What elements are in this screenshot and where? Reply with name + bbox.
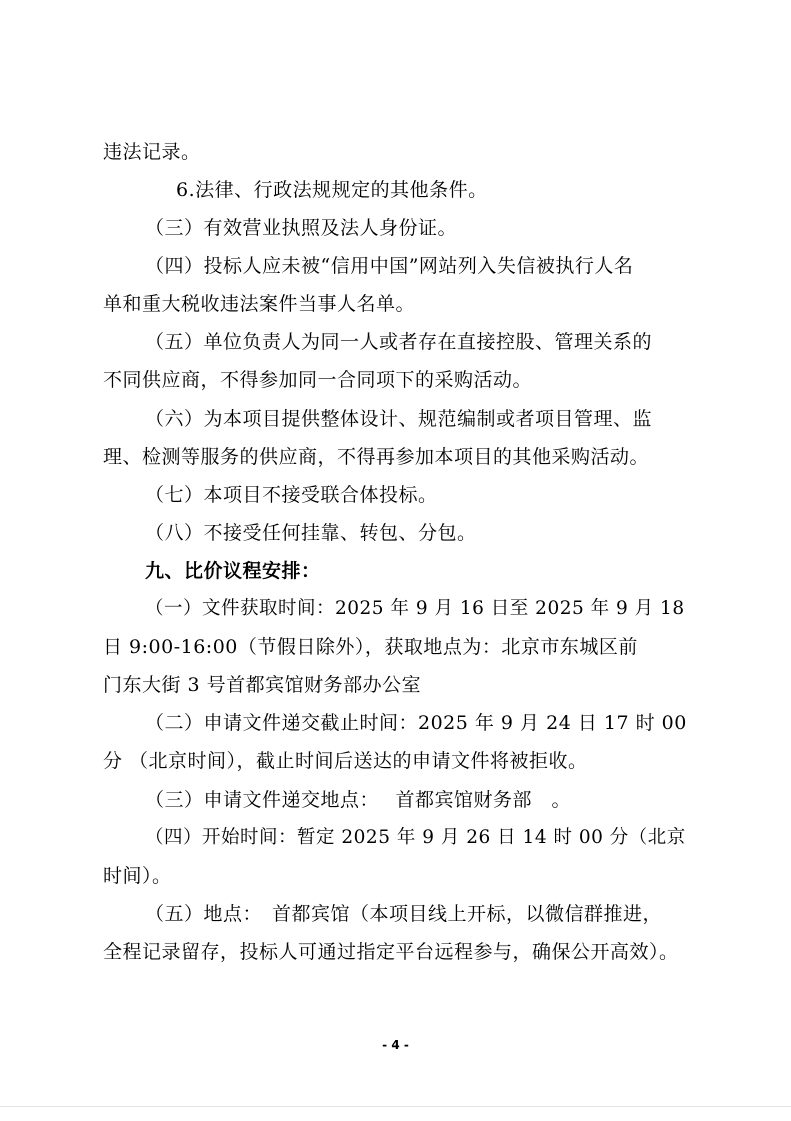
text-line-1: 违法记录。 xyxy=(103,141,201,163)
text-line-13: （一）文件获取时间：2025 年 9 月 16 日至 2025 年 9 月 18 xyxy=(145,598,685,619)
section-heading: 九、比价议程安排： xyxy=(145,560,321,582)
text-line-10: （七）本项目不接受联合体投标。 xyxy=(145,484,438,506)
text-line-16: （二）申请文件递交截止时间：2025 年 9 月 24 日 17 时 00 xyxy=(145,712,687,734)
text-line-14: 日 9:00-16:00（节假日除外），获取地点为：北京市东城区前 xyxy=(103,636,638,658)
text-line-17: 分 （北京时间），截止时间后送达的申请文件将被拒收。 xyxy=(103,750,588,772)
text-line-11: （八）不接受任何挂靠、转包、分包。 xyxy=(145,522,477,544)
page-bottom-divider xyxy=(0,1106,791,1107)
text-line-2: 6.法律、行政法规规定的其他条件。 xyxy=(176,179,488,201)
text-line-5: 单和重大税收违法案件当事人名单。 xyxy=(103,293,416,315)
page-number: - 4 - xyxy=(382,1038,409,1052)
text-line-22: 全程记录留存，投标人可通过指定平台远程参与，确保公开高效）。 xyxy=(103,941,679,963)
text-line-7: 不同供应商，不得参加同一合同项下的采购活动。 xyxy=(103,369,533,391)
text-line-3: （三）有效营业执照及法人身份证。 xyxy=(145,217,458,239)
text-line-9: 理、检测等服务的供应商，不得再参加本项目的其他采购活动。 xyxy=(103,446,650,468)
text-line-18: （三）申请文件递交地点： 首都宾馆财务部 。 xyxy=(145,789,572,811)
text-line-20: 时间）。 xyxy=(103,865,172,887)
text-line-19: （四）开始时间：暂定 2025 年 9 月 26 日 14 时 00 分（北京 xyxy=(145,827,686,848)
text-line-8: （六）为本项目提供整体设计、规范编制或者项目管理、监 xyxy=(145,408,653,430)
text-line-4: （四）投标人应未被“信用中国”网站列入失信被执行人名 xyxy=(145,255,634,277)
text-line-6: （五）单位负责人为同一人或者存在直接控股、管理关系的 xyxy=(145,331,653,353)
text-line-15: 门东大街 3 号首都宾馆财务部办公室 xyxy=(103,674,422,696)
text-line-21: （五）地点： 首都宾馆（本项目线上开标，以微信群推进， xyxy=(145,903,663,925)
